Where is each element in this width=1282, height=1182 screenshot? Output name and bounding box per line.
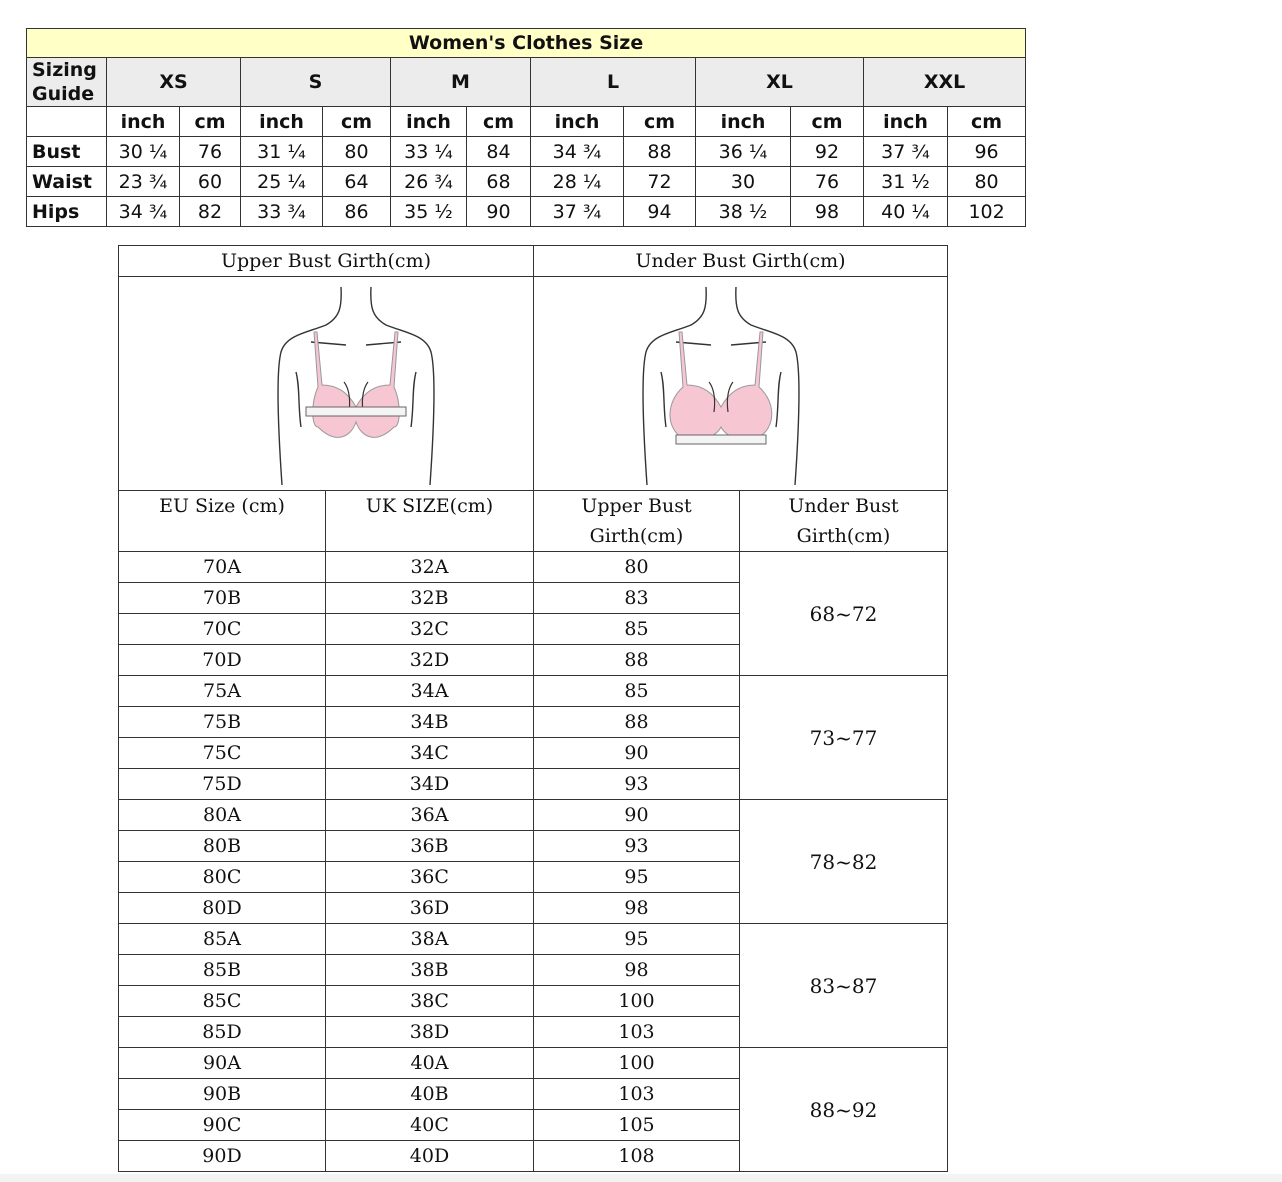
under-bust-range-cell: 83~87 <box>740 924 948 1048</box>
uk-size-cell: 32A <box>326 552 534 583</box>
measurement-cell: 31 ¼ <box>241 137 323 167</box>
uk-size-cell: 40B <box>326 1079 534 1110</box>
measurement-cell: 80 <box>948 167 1026 197</box>
measurement-cell: 28 ¼ <box>531 167 624 197</box>
under-bust-figure-icon <box>621 277 821 485</box>
upper-bust-cell: 103 <box>534 1017 740 1048</box>
column-header-row <box>119 491 948 552</box>
eu-size-cell: 90A <box>119 1048 326 1079</box>
measurement-cell: 86 <box>323 197 391 227</box>
eu-size-cell: 80C <box>119 862 326 893</box>
under-bust-range-cell: 68~72 <box>740 552 948 676</box>
measurement-cell: 36 ¼ <box>696 137 791 167</box>
unit-inch: inch <box>696 107 791 137</box>
column-header: Under Bust Girth(cm) <box>740 491 948 552</box>
eu-size-cell: 80D <box>119 893 326 924</box>
measurement-cell: 98 <box>791 197 864 227</box>
upper-bust-cell: 93 <box>534 831 740 862</box>
eu-size-cell: 70A <box>119 552 326 583</box>
size-header-m: M <box>391 58 531 107</box>
measurement-cell: 88 <box>624 137 696 167</box>
row-label: Bust <box>27 137 107 167</box>
upper-bust-figure-icon <box>256 277 456 485</box>
uk-size-cell: 38C <box>326 986 534 1017</box>
uk-size-cell: 34D <box>326 769 534 800</box>
measurement-cell: 76 <box>180 137 241 167</box>
measurement-cell: 33 ¼ <box>391 137 467 167</box>
measurement-cell: 64 <box>323 167 391 197</box>
upper-bust-cell: 100 <box>534 1048 740 1079</box>
bottom-edge <box>0 1174 1282 1182</box>
size-header-xs: XS <box>107 58 241 107</box>
eu-size-cell: 75C <box>119 738 326 769</box>
eu-size-cell: 70D <box>119 645 326 676</box>
upper-bust-cell: 88 <box>534 707 740 738</box>
uk-size-cell: 40C <box>326 1110 534 1141</box>
upper-bust-cell: 90 <box>534 800 740 831</box>
upper-bust-cell: 108 <box>534 1141 740 1172</box>
upper-bust-cell: 90 <box>534 738 740 769</box>
upper-bust-cell: 105 <box>534 1110 740 1141</box>
upper-bust-girth-header: Upper Bust Girth(cm) <box>119 246 534 277</box>
eu-size-cell: 70B <box>119 583 326 614</box>
measurement-cell: 35 ½ <box>391 197 467 227</box>
uk-size-cell: 32D <box>326 645 534 676</box>
unit-cm: cm <box>323 107 391 137</box>
uk-size-cell: 38D <box>326 1017 534 1048</box>
uk-size-cell: 32B <box>326 583 534 614</box>
unit-cm: cm <box>791 107 864 137</box>
sizing-guide-label: Sizing Guide <box>27 58 107 107</box>
unit-cm: cm <box>624 107 696 137</box>
measurement-cell: 72 <box>624 167 696 197</box>
measurement-cell: 60 <box>180 167 241 197</box>
unit-inch: inch <box>531 107 624 137</box>
eu-size-cell: 80B <box>119 831 326 862</box>
eu-size-cell: 85C <box>119 986 326 1017</box>
measurement-cell: 84 <box>467 137 531 167</box>
measurement-cell: 25 ¼ <box>241 167 323 197</box>
uk-size-cell: 34C <box>326 738 534 769</box>
measurement-cell: 102 <box>948 197 1026 227</box>
size-header-s: S <box>241 58 391 107</box>
measurement-cell: 34 ¾ <box>107 197 180 227</box>
unit-inch: inch <box>864 107 948 137</box>
bra-size-row <box>119 800 948 831</box>
eu-size-cell: 85D <box>119 1017 326 1048</box>
eu-size-cell: 80A <box>119 800 326 831</box>
measurement-cell: 68 <box>467 167 531 197</box>
bra-size-table <box>118 245 948 1172</box>
upper-bust-cell: 85 <box>534 614 740 645</box>
uk-size-cell: 34A <box>326 676 534 707</box>
measurement-cell: 82 <box>180 197 241 227</box>
size-header-xxl: XXL <box>864 58 1026 107</box>
measurement-cell: 30 ¼ <box>107 137 180 167</box>
bra-size-row <box>119 552 948 583</box>
row-label: Hips <box>27 197 107 227</box>
measurement-cell: 37 ¾ <box>531 197 624 227</box>
under-bust-range-cell: 73~77 <box>740 676 948 800</box>
measurement-cell: 92 <box>791 137 864 167</box>
measurement-row <box>27 167 1026 197</box>
uk-size-cell: 36A <box>326 800 534 831</box>
title-row <box>27 29 1026 58</box>
unit-inch: inch <box>107 107 180 137</box>
uk-size-cell: 38A <box>326 924 534 955</box>
measurement-cell: 90 <box>467 197 531 227</box>
eu-size-cell: 75D <box>119 769 326 800</box>
illustration-header-row <box>119 246 948 277</box>
measurement-cell: 76 <box>791 167 864 197</box>
size-header-l: L <box>531 58 696 107</box>
upper-bust-illustration <box>119 277 534 491</box>
uk-size-cell: 36D <box>326 893 534 924</box>
upper-bust-cell: 93 <box>534 769 740 800</box>
row-label: Waist <box>27 167 107 197</box>
uk-size-cell: 36C <box>326 862 534 893</box>
eu-size-cell: 75A <box>119 676 326 707</box>
unit-cm: cm <box>180 107 241 137</box>
eu-size-cell: 70C <box>119 614 326 645</box>
column-header: UK SIZE(cm) <box>326 491 534 552</box>
illustration-row <box>119 277 948 491</box>
measurement-cell: 23 ¾ <box>107 167 180 197</box>
unit-cm: cm <box>467 107 531 137</box>
measurement-cell: 96 <box>948 137 1026 167</box>
bra-size-row <box>119 676 948 707</box>
under-bust-range-cell: 88~92 <box>740 1048 948 1172</box>
upper-bust-cell: 83 <box>534 583 740 614</box>
uk-size-cell: 34B <box>326 707 534 738</box>
measurement-cell: 26 ¾ <box>391 167 467 197</box>
measurement-cell: 38 ½ <box>696 197 791 227</box>
upper-bust-cell: 85 <box>534 676 740 707</box>
measurement-cell: 33 ¾ <box>241 197 323 227</box>
eu-size-cell: 90D <box>119 1141 326 1172</box>
upper-bust-cell: 98 <box>534 955 740 986</box>
measurement-cell: 40 ¼ <box>864 197 948 227</box>
upper-bust-cell: 100 <box>534 986 740 1017</box>
column-header: EU Size (cm) <box>119 491 326 552</box>
under-bust-range-cell: 78~82 <box>740 800 948 924</box>
size-header-row <box>27 58 1026 107</box>
unit-inch: inch <box>241 107 323 137</box>
measurement-cell: 30 <box>696 167 791 197</box>
measurement-cell: 34 ¾ <box>531 137 624 167</box>
bra-size-row <box>119 924 948 955</box>
uk-size-cell: 40A <box>326 1048 534 1079</box>
upper-bust-cell: 95 <box>534 862 740 893</box>
eu-size-cell: 90C <box>119 1110 326 1141</box>
under-bust-girth-header: Under Bust Girth(cm) <box>534 246 948 277</box>
measurement-cell: 31 ½ <box>864 167 948 197</box>
table-title: Women's Clothes Size <box>27 29 1026 58</box>
uk-size-cell: 38B <box>326 955 534 986</box>
upper-bust-cell: 98 <box>534 893 740 924</box>
column-header: Upper Bust Girth(cm) <box>534 491 740 552</box>
eu-size-cell: 90B <box>119 1079 326 1110</box>
unit-header-row <box>27 107 1026 137</box>
uk-size-cell: 36B <box>326 831 534 862</box>
upper-bust-cell: 103 <box>534 1079 740 1110</box>
upper-bust-cell: 88 <box>534 645 740 676</box>
upper-bust-cell: 95 <box>534 924 740 955</box>
measurement-row <box>27 137 1026 167</box>
eu-size-cell: 75B <box>119 707 326 738</box>
measurement-cell: 80 <box>323 137 391 167</box>
eu-size-cell: 85A <box>119 924 326 955</box>
womens-clothes-size-table <box>26 28 1026 227</box>
upper-bust-cell: 80 <box>534 552 740 583</box>
bra-size-row <box>119 1048 948 1079</box>
uk-size-cell: 40D <box>326 1141 534 1172</box>
empty-cell <box>27 107 107 137</box>
under-bust-illustration <box>534 277 948 491</box>
measurement-cell: 37 ¾ <box>864 137 948 167</box>
unit-inch: inch <box>391 107 467 137</box>
size-header-xl: XL <box>696 58 864 107</box>
eu-size-cell: 85B <box>119 955 326 986</box>
uk-size-cell: 32C <box>326 614 534 645</box>
unit-cm: cm <box>948 107 1026 137</box>
measurement-row <box>27 197 1026 227</box>
measurement-cell: 94 <box>624 197 696 227</box>
